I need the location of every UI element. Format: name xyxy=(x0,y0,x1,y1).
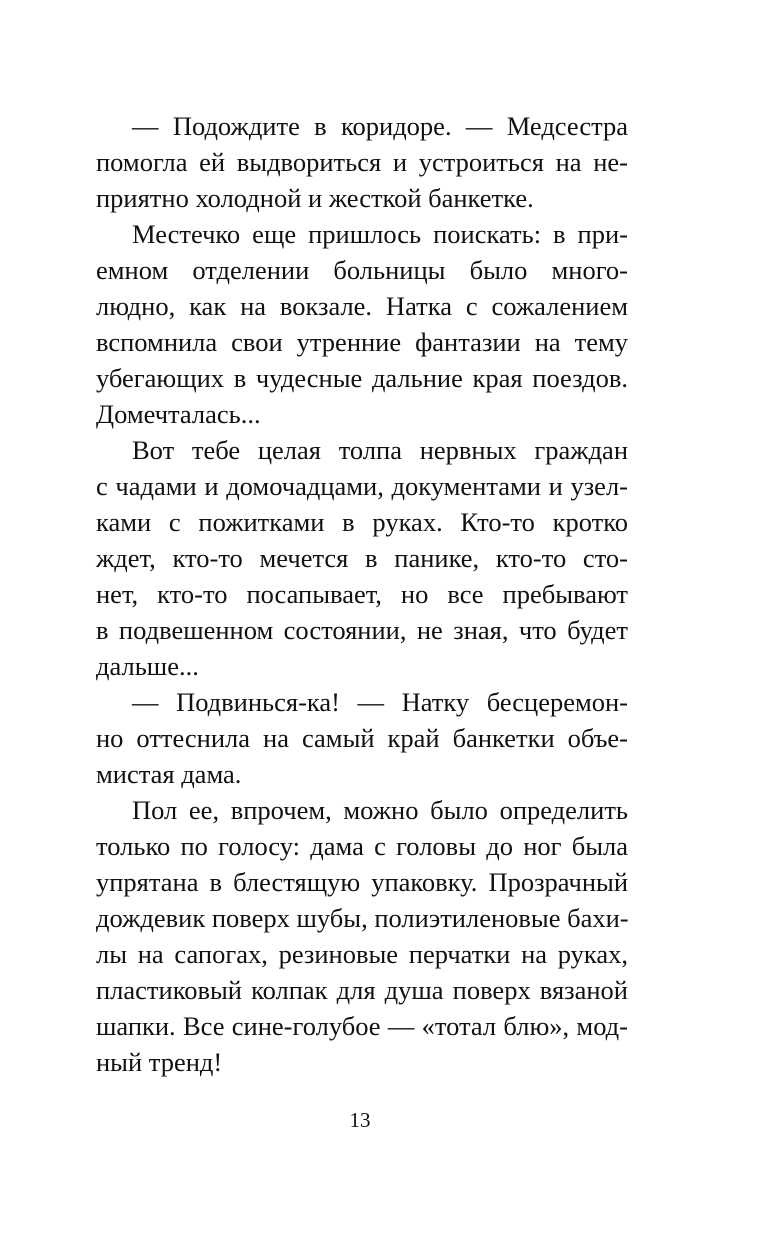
text-line: мистая дама. xyxy=(96,759,242,789)
text-line: лы на сапогах, резиновые перчатки на руках, xyxy=(96,939,628,969)
text-line: Вот тебе целая толпа нервных граждан xyxy=(132,435,628,465)
page-number: 13 xyxy=(349,1108,371,1132)
paragraph-1 xyxy=(96,108,628,216)
text-line: пластиковый колпак для душа поверх вязаной xyxy=(96,975,628,1005)
text-line: дальше... xyxy=(96,651,199,681)
text-line: помогла ей выдвориться и устроиться на не- xyxy=(96,147,628,177)
body-text xyxy=(96,108,628,1080)
text-line: — Подвинься-ка! — Натку бесцеремон- xyxy=(132,687,628,717)
text-line: Домечталась... xyxy=(96,399,261,429)
text-line: Пол ее, впрочем, можно было определить xyxy=(132,795,628,825)
text-line: ждет, кто-то мечется в панике, кто-то сто- xyxy=(96,543,628,573)
text-line: с чадами и домочадцами, документами и узел- xyxy=(96,471,628,501)
text-line: в подвешенном состоянии, не зная, что будет xyxy=(96,615,628,645)
text-line: ками с пожитками в руках. Кто-то кротко xyxy=(96,507,628,537)
text-line: — Подождите в коридоре. — Медсестра xyxy=(132,111,628,141)
text-line: приятно холодной и жесткой банкетке. xyxy=(96,183,534,213)
text-line: нет, кто-то посапывает, но все пребывают xyxy=(96,579,628,609)
text-line: убегающих в чудесные дальние края поездов. xyxy=(96,363,628,393)
paragraph-5 xyxy=(96,792,628,1080)
text-line: людно, как на вокзале. Натка с сожалением xyxy=(96,291,628,321)
text-line: только по голосу: дама с головы до ног была xyxy=(96,831,628,861)
text-line: шапки. Все сине-голубое — «тотал блю», мод- xyxy=(96,1011,628,1041)
text-line: вспомнила свои утренние фантазии на тему xyxy=(96,327,628,357)
paragraph-2 xyxy=(96,216,628,432)
text-line: емном отделении больницы было много- xyxy=(96,255,628,285)
paragraph-4 xyxy=(96,684,628,792)
text-line: Местечко еще пришлось поискать: в при- xyxy=(132,219,628,249)
text-line: но оттеснила на самый край банкетки объе- xyxy=(96,723,628,753)
text-line: упрятана в блестящую упаковку. Прозрачный xyxy=(96,867,628,897)
text-line: ный тренд! xyxy=(96,1047,223,1077)
paragraph-3 xyxy=(96,432,628,684)
text-line: дождевик поверх шубы, полиэтиленовые бахи- xyxy=(96,903,629,933)
